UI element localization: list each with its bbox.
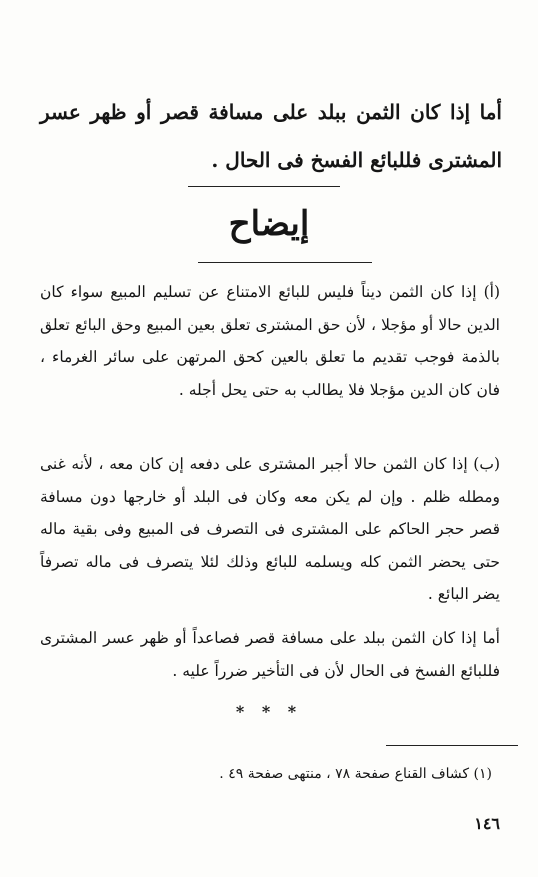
footnote: (١) كشاف القناع صفحة ٧٨ ، منتهى صفحة ٤٩ . [219, 766, 492, 782]
paragraph-c: أما إذا كان الثمن ببلد على مسافة قصر فصاعداً أو ظهر عسر المشترى فللبائع الفسخ فى الحال لأن فى التأخير ضرراً عليه . [40, 629, 500, 680]
heading-underline [198, 262, 372, 263]
page-number: ١٤٦ [474, 814, 500, 833]
asterism-separator: * * * [235, 702, 303, 721]
paragraph-a: (أ) إذا كان الثمن ديناً فليس للبائع الامتناع عن تسليم المبيع سواء كان الدين حالا أو مؤجلا ، لأن حق المشترى تعلق بعين المبيع وحق البائع تعلق بالذمة فوجب تقديم ما تعلق بالعين كحق المرتهن على سائر الغرماء ، فان كان الدين مؤجلا فلا يطالب به حتى يحل أجله . [40, 283, 500, 399]
top-paragraph: أما إذا كان الثمن ببلد على مسافة قصر أو ظهر عسر المشترى فللبائع الفسخ فى الحال . [40, 100, 502, 172]
section-divider [188, 186, 340, 187]
section-heading: إيضاح [228, 204, 310, 244]
footnote-rule [386, 745, 518, 746]
paragraph-b: (ب) إذا كان الثمن حالا أجبر المشترى على دفعه إن كان معه ، لأنه غنى ومطله ظلم . وإن لم يكن معه وكان فى البلد أو خارجها دون مسافة قصر حجر الحاكم على المشترى فى التصرف فى المبيع وفى بقية ماله حتى يحضر الثمن كله ويسلمه للبائع وذلك لئلا يتصرف فى ماله تصرفاً يضر البائع . [40, 455, 500, 603]
